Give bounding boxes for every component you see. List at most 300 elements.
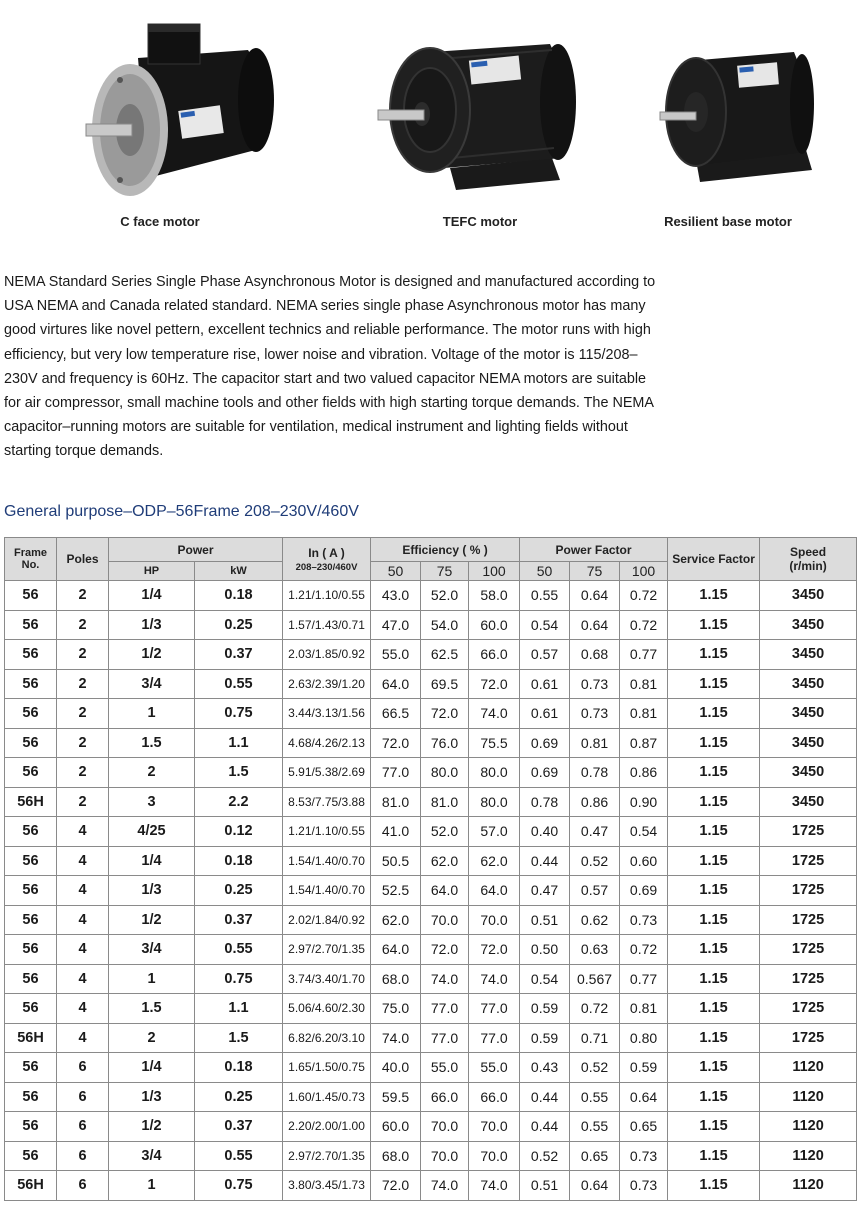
cell-pf-100: 0.81	[620, 994, 668, 1024]
cell-eff-75: 62.5	[421, 640, 469, 670]
cell-pf-100: 0.87	[620, 728, 668, 758]
cell-eff-100: 70.0	[469, 1112, 520, 1142]
cell-service-factor: 1.15	[668, 669, 760, 699]
cell-frame: 56H	[5, 1023, 57, 1053]
cell-eff-75: 70.0	[421, 1112, 469, 1142]
header-power: Power	[109, 538, 283, 562]
cell-frame: 56	[5, 905, 57, 935]
cell-pf-50: 0.47	[520, 876, 570, 906]
cell-pf-50: 0.43	[520, 1053, 570, 1083]
table-row	[5, 935, 857, 965]
table-row	[5, 846, 857, 876]
cell-service-factor: 1.15	[668, 699, 760, 729]
cell-pf-75: 0.55	[570, 1112, 620, 1142]
cell-service-factor: 1.15	[668, 817, 760, 847]
cell-eff-75: 64.0	[421, 876, 469, 906]
cell-current: 8.53/7.75/3.88	[283, 787, 371, 817]
cell-pf-75: 0.72	[570, 994, 620, 1024]
cell-current: 2.03/1.85/0.92	[283, 640, 371, 670]
cell-poles: 6	[57, 1112, 109, 1142]
cell-poles: 6	[57, 1171, 109, 1201]
cell-poles: 2	[57, 787, 109, 817]
cell-pf-50: 0.51	[520, 1171, 570, 1201]
cell-service-factor: 1.15	[668, 758, 760, 788]
cell-frame: 56	[5, 610, 57, 640]
cell-hp: 1.5	[109, 994, 195, 1024]
cell-pf-100: 0.65	[620, 1112, 668, 1142]
table-row	[5, 758, 857, 788]
cell-pf-75: 0.73	[570, 669, 620, 699]
cell-eff-75: 55.0	[421, 1053, 469, 1083]
header-current	[283, 538, 371, 581]
table-row	[5, 728, 857, 758]
tefc-motor-image	[372, 18, 592, 203]
cell-pf-75: 0.47	[570, 817, 620, 847]
cell-frame: 56	[5, 1112, 57, 1142]
cell-hp: 3/4	[109, 935, 195, 965]
cell-current: 2.63/2.39/1.20	[283, 669, 371, 699]
cell-frame: 56	[5, 640, 57, 670]
cell-poles: 4	[57, 876, 109, 906]
cell-pf-50: 0.54	[520, 610, 570, 640]
cell-pf-100: 0.60	[620, 846, 668, 876]
cell-speed: 1725	[760, 1023, 857, 1053]
cell-speed: 1725	[760, 876, 857, 906]
cell-service-factor: 1.15	[668, 1053, 760, 1083]
cell-current: 2.20/2.00/1.00	[283, 1112, 371, 1142]
cell-frame: 56	[5, 1141, 57, 1171]
cell-eff-100: 75.5	[469, 728, 520, 758]
cell-poles: 4	[57, 994, 109, 1024]
resilient-base-motor-caption: Resilient base motor	[664, 214, 792, 229]
cell-eff-50: 47.0	[371, 610, 421, 640]
cell-eff-50: 77.0	[371, 758, 421, 788]
cell-kw: 1.1	[195, 728, 283, 758]
cell-current: 1.54/1.40/0.70	[283, 876, 371, 906]
cell-pf-50: 0.59	[520, 1023, 570, 1053]
cell-pf-50: 0.69	[520, 728, 570, 758]
cell-speed: 3450	[760, 699, 857, 729]
cell-frame: 56H	[5, 787, 57, 817]
cell-service-factor: 1.15	[668, 787, 760, 817]
cell-current: 3.80/3.45/1.73	[283, 1171, 371, 1201]
cell-current: 5.91/5.38/2.69	[283, 758, 371, 788]
cell-pf-50: 0.44	[520, 1112, 570, 1142]
cell-poles: 2	[57, 581, 109, 611]
cell-current: 1.21/1.10/0.55	[283, 817, 371, 847]
cell-eff-50: 62.0	[371, 905, 421, 935]
header-hp: HP	[109, 562, 195, 581]
cell-eff-100: 77.0	[469, 1023, 520, 1053]
cell-eff-75: 52.0	[421, 817, 469, 847]
header-speed-label: Speed	[790, 545, 827, 559]
cell-eff-100: 72.0	[469, 935, 520, 965]
header-pf-100: 100	[620, 562, 668, 581]
c-face-motor-image	[78, 18, 278, 203]
cell-kw: 0.18	[195, 581, 283, 611]
cell-kw: 2.2	[195, 787, 283, 817]
spec-table-header	[5, 538, 857, 581]
cell-eff-100: 70.0	[469, 1141, 520, 1171]
cell-pf-75: 0.57	[570, 876, 620, 906]
cell-hp: 1/4	[109, 846, 195, 876]
resilient-base-motor-image	[656, 40, 816, 195]
cell-speed: 1725	[760, 846, 857, 876]
table-row	[5, 994, 857, 1024]
cell-eff-50: 60.0	[371, 1112, 421, 1142]
table-row	[5, 787, 857, 817]
cell-eff-75: 70.0	[421, 1141, 469, 1171]
cell-pf-50: 0.69	[520, 758, 570, 788]
cell-speed: 1725	[760, 964, 857, 994]
cell-speed: 1725	[760, 817, 857, 847]
cell-eff-50: 50.5	[371, 846, 421, 876]
cell-pf-50: 0.78	[520, 787, 570, 817]
cell-eff-75: 66.0	[421, 1082, 469, 1112]
cell-poles: 4	[57, 817, 109, 847]
cell-kw: 0.12	[195, 817, 283, 847]
cell-current: 1.21/1.10/0.55	[283, 581, 371, 611]
cell-frame: 56	[5, 876, 57, 906]
cell-poles: 2	[57, 610, 109, 640]
cell-poles: 2	[57, 758, 109, 788]
cell-eff-100: 64.0	[469, 876, 520, 906]
cell-hp: 3/4	[109, 1141, 195, 1171]
cell-eff-75: 62.0	[421, 846, 469, 876]
cell-pf-75: 0.55	[570, 1082, 620, 1112]
cell-eff-50: 72.0	[371, 728, 421, 758]
cell-frame: 56H	[5, 1171, 57, 1201]
cell-pf-75: 0.63	[570, 935, 620, 965]
table-row	[5, 876, 857, 906]
cell-eff-100: 74.0	[469, 964, 520, 994]
cell-pf-75: 0.64	[570, 581, 620, 611]
table-row	[5, 581, 857, 611]
cell-eff-50: 68.0	[371, 964, 421, 994]
cell-hp: 1/2	[109, 1112, 195, 1142]
cell-service-factor: 1.15	[668, 935, 760, 965]
cell-pf-75: 0.81	[570, 728, 620, 758]
header-pf-75: 75	[570, 562, 620, 581]
cell-pf-75: 0.567	[570, 964, 620, 994]
cell-service-factor: 1.15	[668, 1141, 760, 1171]
cell-eff-75: 77.0	[421, 994, 469, 1024]
cell-eff-100: 74.0	[469, 1171, 520, 1201]
cell-frame: 56	[5, 581, 57, 611]
cell-pf-50: 0.44	[520, 1082, 570, 1112]
cell-eff-50: 43.0	[371, 581, 421, 611]
table-row	[5, 1023, 857, 1053]
cell-speed: 3450	[760, 787, 857, 817]
cell-pf-50: 0.55	[520, 581, 570, 611]
cell-frame: 56	[5, 846, 57, 876]
cell-pf-50: 0.54	[520, 964, 570, 994]
cell-pf-75: 0.78	[570, 758, 620, 788]
cell-eff-75: 72.0	[421, 699, 469, 729]
cell-hp: 1.5	[109, 728, 195, 758]
header-frame-no: Frame No.	[5, 538, 57, 581]
header-service-factor: Service Factor	[668, 538, 760, 581]
cell-eff-75: 74.0	[421, 964, 469, 994]
cell-kw: 1.5	[195, 1023, 283, 1053]
cell-eff-100: 77.0	[469, 994, 520, 1024]
cell-poles: 4	[57, 905, 109, 935]
header-pf-50: 50	[520, 562, 570, 581]
cell-eff-100: 60.0	[469, 610, 520, 640]
cell-pf-100: 0.81	[620, 669, 668, 699]
header-current-label: In ( A )	[308, 545, 345, 560]
table-row	[5, 640, 857, 670]
cell-kw: 0.25	[195, 876, 283, 906]
cell-speed: 3450	[760, 640, 857, 670]
cell-hp: 1/3	[109, 1082, 195, 1112]
header-speed-unit: (r/min)	[789, 559, 827, 573]
cell-current: 1.60/1.45/0.73	[283, 1082, 371, 1112]
table-row	[5, 1141, 857, 1171]
cell-pf-75: 0.52	[570, 846, 620, 876]
table-row	[5, 964, 857, 994]
cell-pf-75: 0.86	[570, 787, 620, 817]
cell-pf-100: 0.72	[620, 935, 668, 965]
cell-eff-75: 80.0	[421, 758, 469, 788]
cell-speed: 3450	[760, 758, 857, 788]
cell-frame: 56	[5, 935, 57, 965]
table-row	[5, 1112, 857, 1142]
cell-current: 4.68/4.26/2.13	[283, 728, 371, 758]
cell-poles: 2	[57, 728, 109, 758]
spec-table	[4, 537, 857, 1201]
cell-service-factor: 1.15	[668, 1023, 760, 1053]
cell-service-factor: 1.15	[668, 1082, 760, 1112]
cell-eff-100: 55.0	[469, 1053, 520, 1083]
cell-pf-50: 0.51	[520, 905, 570, 935]
product-gallery	[0, 0, 860, 240]
cell-current: 3.74/3.40/1.70	[283, 964, 371, 994]
cell-speed: 1725	[760, 994, 857, 1024]
cell-eff-100: 80.0	[469, 787, 520, 817]
cell-pf-75: 0.52	[570, 1053, 620, 1083]
cell-pf-100: 0.73	[620, 1171, 668, 1201]
cell-hp: 3/4	[109, 669, 195, 699]
cell-eff-50: 59.5	[371, 1082, 421, 1112]
cell-pf-75: 0.73	[570, 699, 620, 729]
cell-pf-50: 0.44	[520, 846, 570, 876]
cell-service-factor: 1.15	[668, 610, 760, 640]
cell-eff-100: 66.0	[469, 640, 520, 670]
header-efficiency: Efficiency ( % )	[371, 538, 520, 562]
cell-eff-75: 72.0	[421, 935, 469, 965]
cell-current: 2.97/2.70/1.35	[283, 935, 371, 965]
cell-speed: 1725	[760, 905, 857, 935]
cell-pf-50: 0.40	[520, 817, 570, 847]
cell-eff-50: 64.0	[371, 935, 421, 965]
cell-pf-100: 0.90	[620, 787, 668, 817]
cell-service-factor: 1.15	[668, 728, 760, 758]
cell-eff-100: 57.0	[469, 817, 520, 847]
cell-current: 2.02/1.84/0.92	[283, 905, 371, 935]
cell-hp: 1/4	[109, 1053, 195, 1083]
header-eff-75: 75	[421, 562, 469, 581]
cell-hp: 2	[109, 758, 195, 788]
cell-pf-100: 0.69	[620, 876, 668, 906]
cell-frame: 56	[5, 758, 57, 788]
cell-kw: 0.55	[195, 1141, 283, 1171]
cell-hp: 3	[109, 787, 195, 817]
cell-eff-50: 52.5	[371, 876, 421, 906]
cell-hp: 1/3	[109, 610, 195, 640]
cell-frame: 56	[5, 817, 57, 847]
cell-pf-50: 0.61	[520, 669, 570, 699]
cell-speed: 3450	[760, 669, 857, 699]
cell-pf-100: 0.73	[620, 905, 668, 935]
c-face-motor-caption: C face motor	[120, 214, 200, 229]
cell-current: 1.65/1.50/0.75	[283, 1053, 371, 1083]
cell-pf-100: 0.81	[620, 699, 668, 729]
cell-hp: 1	[109, 1171, 195, 1201]
header-eff-100: 100	[469, 562, 520, 581]
cell-service-factor: 1.15	[668, 994, 760, 1024]
cell-service-factor: 1.15	[668, 1171, 760, 1201]
cell-current: 6.82/6.20/3.10	[283, 1023, 371, 1053]
cell-pf-75: 0.71	[570, 1023, 620, 1053]
cell-speed: 1120	[760, 1171, 857, 1201]
cell-poles: 4	[57, 1023, 109, 1053]
intro-paragraph: NEMA Standard Series Single Phase Asynchronous Motor is designed and manufactured according to USA NEMA and Canada related standard. NEMA series single phase Asynchronous motor has many good virtures like novel pettern, excellent technics and reliable performance. The motor runs with high efficiency, but very low temperature rise, lower noise and vibration. Voltage of the motor is 115/208–230V and frequency is 60Hz. The capacitor start and two valued capacitor NEMA motors are suitable for air compressor, small machine tools and other fields with high starting torque demands. The NEMA capacitor–running motors are suitable for ventilation, medical instrument and lighting fields without starting torque demands.	[4, 274, 656, 460]
cell-pf-50: 0.57	[520, 640, 570, 670]
cell-pf-100: 0.80	[620, 1023, 668, 1053]
cell-frame: 56	[5, 994, 57, 1024]
table-row	[5, 1082, 857, 1112]
cell-eff-50: 55.0	[371, 640, 421, 670]
cell-kw: 0.37	[195, 1112, 283, 1142]
cell-speed: 1120	[760, 1053, 857, 1083]
cell-eff-75: 70.0	[421, 905, 469, 935]
cell-speed: 1120	[760, 1082, 857, 1112]
cell-eff-50: 66.5	[371, 699, 421, 729]
cell-pf-100: 0.86	[620, 758, 668, 788]
cell-frame: 56	[5, 1053, 57, 1083]
cell-frame: 56	[5, 964, 57, 994]
cell-poles: 2	[57, 640, 109, 670]
header-kw: kW	[195, 562, 283, 581]
cell-kw: 1.5	[195, 758, 283, 788]
cell-frame: 56	[5, 699, 57, 729]
cell-kw: 0.75	[195, 699, 283, 729]
cell-pf-100: 0.72	[620, 581, 668, 611]
cell-kw: 0.37	[195, 905, 283, 935]
cell-kw: 0.75	[195, 1171, 283, 1201]
cell-pf-75: 0.68	[570, 640, 620, 670]
cell-frame: 56	[5, 669, 57, 699]
header-speed	[760, 538, 857, 581]
cell-eff-75: 81.0	[421, 787, 469, 817]
cell-hp: 4/25	[109, 817, 195, 847]
cell-pf-100: 0.72	[620, 610, 668, 640]
cell-pf-75: 0.62	[570, 905, 620, 935]
cell-pf-50: 0.59	[520, 994, 570, 1024]
cell-poles: 6	[57, 1053, 109, 1083]
cell-eff-75: 76.0	[421, 728, 469, 758]
cell-pf-75: 0.64	[570, 1171, 620, 1201]
cell-speed: 1120	[760, 1112, 857, 1142]
cell-eff-50: 75.0	[371, 994, 421, 1024]
cell-service-factor: 1.15	[668, 581, 760, 611]
cell-current: 3.44/3.13/1.56	[283, 699, 371, 729]
cell-pf-75: 0.64	[570, 610, 620, 640]
cell-hp: 1	[109, 699, 195, 729]
cell-kw: 0.18	[195, 1053, 283, 1083]
cell-poles: 4	[57, 935, 109, 965]
cell-poles: 4	[57, 964, 109, 994]
spec-table-body	[5, 581, 857, 1201]
table-row	[5, 669, 857, 699]
cell-frame: 56	[5, 728, 57, 758]
cell-speed: 1120	[760, 1141, 857, 1171]
cell-eff-100: 74.0	[469, 699, 520, 729]
cell-eff-100: 70.0	[469, 905, 520, 935]
cell-kw: 1.1	[195, 994, 283, 1024]
table-row	[5, 817, 857, 847]
cell-poles: 6	[57, 1141, 109, 1171]
cell-hp: 1	[109, 964, 195, 994]
cell-eff-75: 77.0	[421, 1023, 469, 1053]
cell-poles: 2	[57, 669, 109, 699]
cell-service-factor: 1.15	[668, 964, 760, 994]
cell-eff-100: 58.0	[469, 581, 520, 611]
cell-eff-50: 81.0	[371, 787, 421, 817]
cell-hp: 2	[109, 1023, 195, 1053]
cell-pf-50: 0.50	[520, 935, 570, 965]
cell-eff-50: 40.0	[371, 1053, 421, 1083]
cell-eff-100: 62.0	[469, 846, 520, 876]
cell-kw: 0.25	[195, 610, 283, 640]
cell-pf-100: 0.64	[620, 1082, 668, 1112]
cell-poles: 4	[57, 846, 109, 876]
cell-current: 5.06/4.60/2.30	[283, 994, 371, 1024]
cell-eff-100: 72.0	[469, 669, 520, 699]
cell-speed: 3450	[760, 610, 857, 640]
cell-service-factor: 1.15	[668, 876, 760, 906]
cell-hp: 1/2	[109, 640, 195, 670]
header-power-factor: Power Factor	[520, 538, 668, 562]
cell-pf-100: 0.77	[620, 964, 668, 994]
cell-kw: 0.37	[195, 640, 283, 670]
cell-pf-50: 0.61	[520, 699, 570, 729]
cell-current: 1.54/1.40/0.70	[283, 846, 371, 876]
cell-frame: 56	[5, 1082, 57, 1112]
table-row	[5, 699, 857, 729]
cell-service-factor: 1.15	[668, 640, 760, 670]
header-poles: Poles	[57, 538, 109, 581]
cell-pf-100: 0.59	[620, 1053, 668, 1083]
cell-eff-100: 80.0	[469, 758, 520, 788]
cell-service-factor: 1.15	[668, 1112, 760, 1142]
cell-service-factor: 1.15	[668, 905, 760, 935]
cell-eff-75: 54.0	[421, 610, 469, 640]
cell-current: 1.57/1.43/0.71	[283, 610, 371, 640]
tefc-motor-caption: TEFC motor	[442, 214, 518, 229]
cell-hp: 1/3	[109, 876, 195, 906]
cell-speed: 3450	[760, 581, 857, 611]
header-eff-50: 50	[371, 562, 421, 581]
table-row	[5, 1171, 857, 1201]
cell-kw: 0.55	[195, 669, 283, 699]
cell-pf-50: 0.52	[520, 1141, 570, 1171]
cell-speed: 1725	[760, 935, 857, 965]
cell-poles: 6	[57, 1082, 109, 1112]
cell-speed: 3450	[760, 728, 857, 758]
cell-eff-75: 69.5	[421, 669, 469, 699]
